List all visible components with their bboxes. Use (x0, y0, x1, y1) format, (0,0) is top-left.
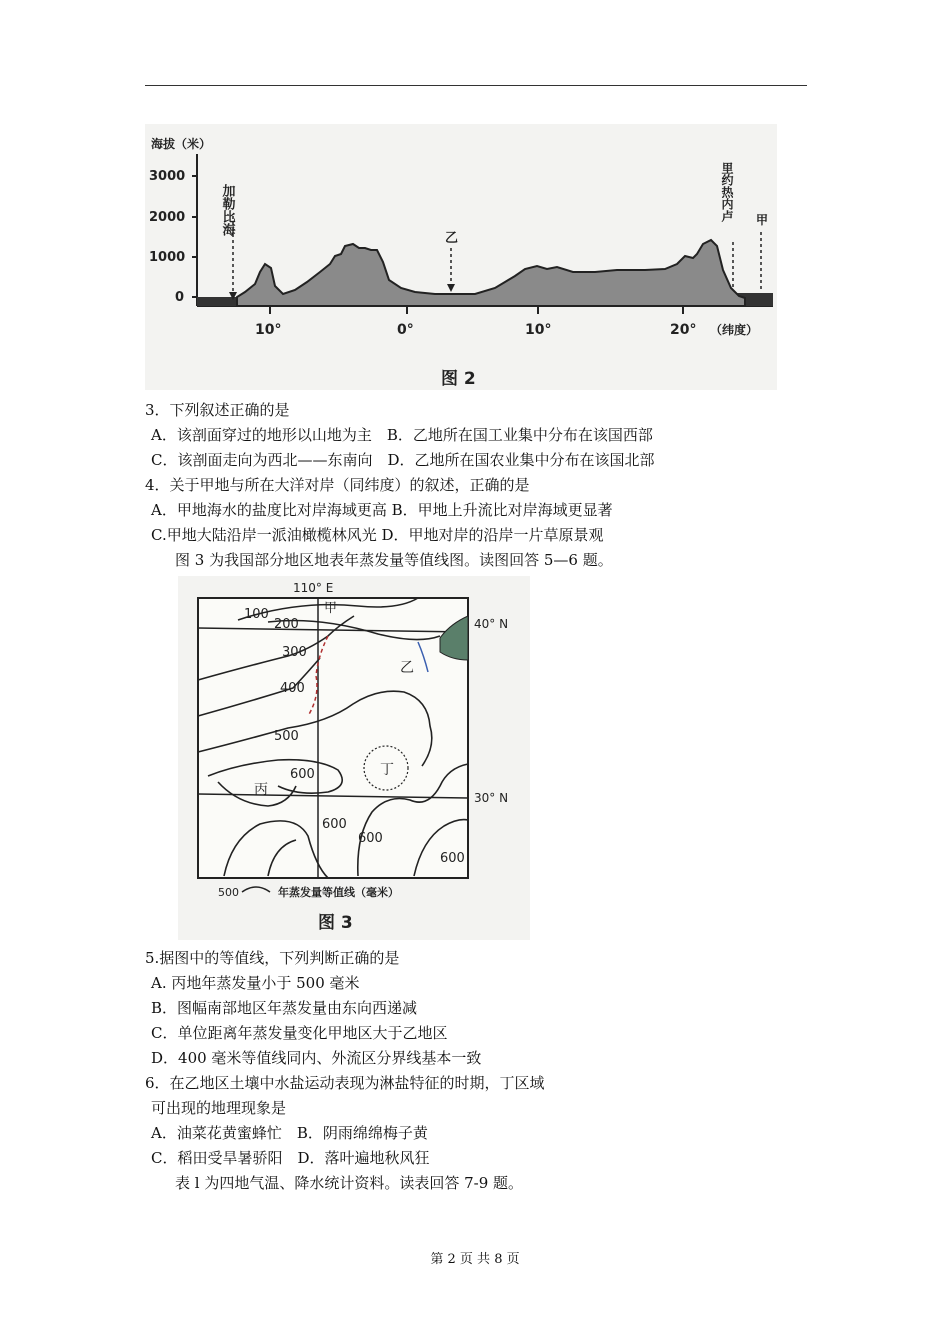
q5-option-d: D．400 毫米等值线同内、外流区分界线基本一致 (151, 1049, 482, 1067)
questions-3-4 (145, 398, 815, 573)
caribbean-text: 加勒比海 (219, 184, 235, 236)
figure-3-map (178, 576, 530, 940)
q4-stem: 4．关于甲地与所在大洋对岸（同纬度）的叙述，正确的是 (145, 476, 530, 494)
q4-options-ab: A．甲地海水的盐度比对岸海域更高 B．甲地上升流比对岸海域更显著 (151, 501, 613, 519)
legend-value: 500 (218, 886, 239, 899)
lat30-label: 30° N (474, 791, 509, 805)
x-tick-10s: 10° (255, 322, 282, 338)
q6-options-ab: A．油菜花黄蜜蜂忙 B．阴雨绵绵梅子黄 (151, 1124, 428, 1142)
figure-2-profile (145, 124, 777, 390)
x-axis-title: （纬度） (710, 323, 759, 337)
y-axis-title: 海拔（米） (151, 137, 212, 151)
fig3-intro: 图 3 为我国部分地区地表年蒸发量等值线图。读图回答 5—6 题。 (175, 551, 613, 569)
y-tick-0: 0 (175, 290, 185, 305)
iso-label-200: 200 (274, 617, 299, 632)
legend-line (242, 887, 270, 892)
place-jia: 甲 (324, 601, 338, 616)
questions-5-6 (145, 946, 815, 1196)
table1-intro: 表 l 为四地气温、降水统计资料。读表回答 7-9 题。 (175, 1174, 524, 1192)
q6-options-cd: C．稻田受旱暑骄阳 D．落叶遍地秋风狂 (151, 1149, 430, 1167)
q6-stem: 6．在乙地区土壤中水盐运动表现为淋盐特征的时期，丁区域 (145, 1074, 545, 1092)
label-jia: 甲 (756, 213, 769, 227)
label-yi: 乙 (445, 231, 459, 246)
figure-2-caption: 图 2 (441, 369, 476, 389)
lon-label: 110° E (293, 581, 334, 595)
terrain-profile (237, 240, 745, 306)
place-ding: 丁 (380, 762, 394, 778)
header-rule (145, 85, 807, 86)
q5-option-b: B．图幅南部地区年蒸发量由东向西递减 (151, 999, 418, 1017)
q5-option-c: C．单位距离年蒸发量变化甲地区大于乙地区 (151, 1024, 448, 1042)
iso-label-400: 400 (280, 681, 305, 696)
q5-stem: 5.据图中的等值线，下列判断正确的是 (145, 949, 400, 967)
legend-text: 年蒸发量等值线（毫米） (278, 886, 399, 899)
place-yi: 乙 (400, 660, 414, 676)
page-footer: 第 2 页 共 8 页 (430, 1252, 520, 1267)
y-tick-2000: 2000 (149, 210, 186, 225)
lat40-label: 40° N (474, 617, 509, 631)
iso-label-100: 100 (244, 607, 269, 622)
q3-stem: 3．下列叙述正确的是 (145, 401, 290, 419)
iso-label-600-d: 600 (440, 851, 465, 866)
iso-label-500: 500 (274, 729, 299, 744)
y-tick-3000: 3000 (149, 169, 186, 184)
iso-label-600-b: 600 (322, 817, 347, 832)
q3-options-cd: C．该剖面走向为西北——东南向 D．乙地所在国农业集中分布在该国北部 (151, 451, 655, 469)
label-caribbean-sea (220, 183, 236, 237)
x-tick-0: 0° (397, 322, 414, 338)
q3-options-ab: A．该剖面穿过的地形以山地为主 B．乙地所在国工业集中分布在该国西部 (151, 426, 653, 444)
iso-label-600-c: 600 (358, 831, 383, 846)
q5-option-a: A. 丙地年蒸发量小于 500 毫米 (151, 974, 360, 992)
x-tick-20: 20° (670, 322, 697, 338)
q6-stem-cont: 可出现的地理现象是 (151, 1099, 287, 1117)
label-rio: 里约热内卢 (720, 162, 734, 222)
iso-label-300: 300 (282, 645, 307, 660)
iso-label-600-a: 600 (290, 767, 315, 782)
y-tick-1000: 1000 (149, 250, 186, 265)
isoline-map (178, 576, 530, 940)
sea-band-west (197, 297, 237, 306)
x-tick-10n: 10° (525, 322, 552, 338)
place-bing: 丙 (254, 782, 268, 798)
figure-3-caption: 图 3 (318, 913, 353, 933)
profile-chart (145, 124, 777, 390)
q4-options-cd: C.甲地大陆沿岸一派油橄榄林风光 D．甲地对岸的沿岸一片草原景观 (151, 526, 604, 544)
